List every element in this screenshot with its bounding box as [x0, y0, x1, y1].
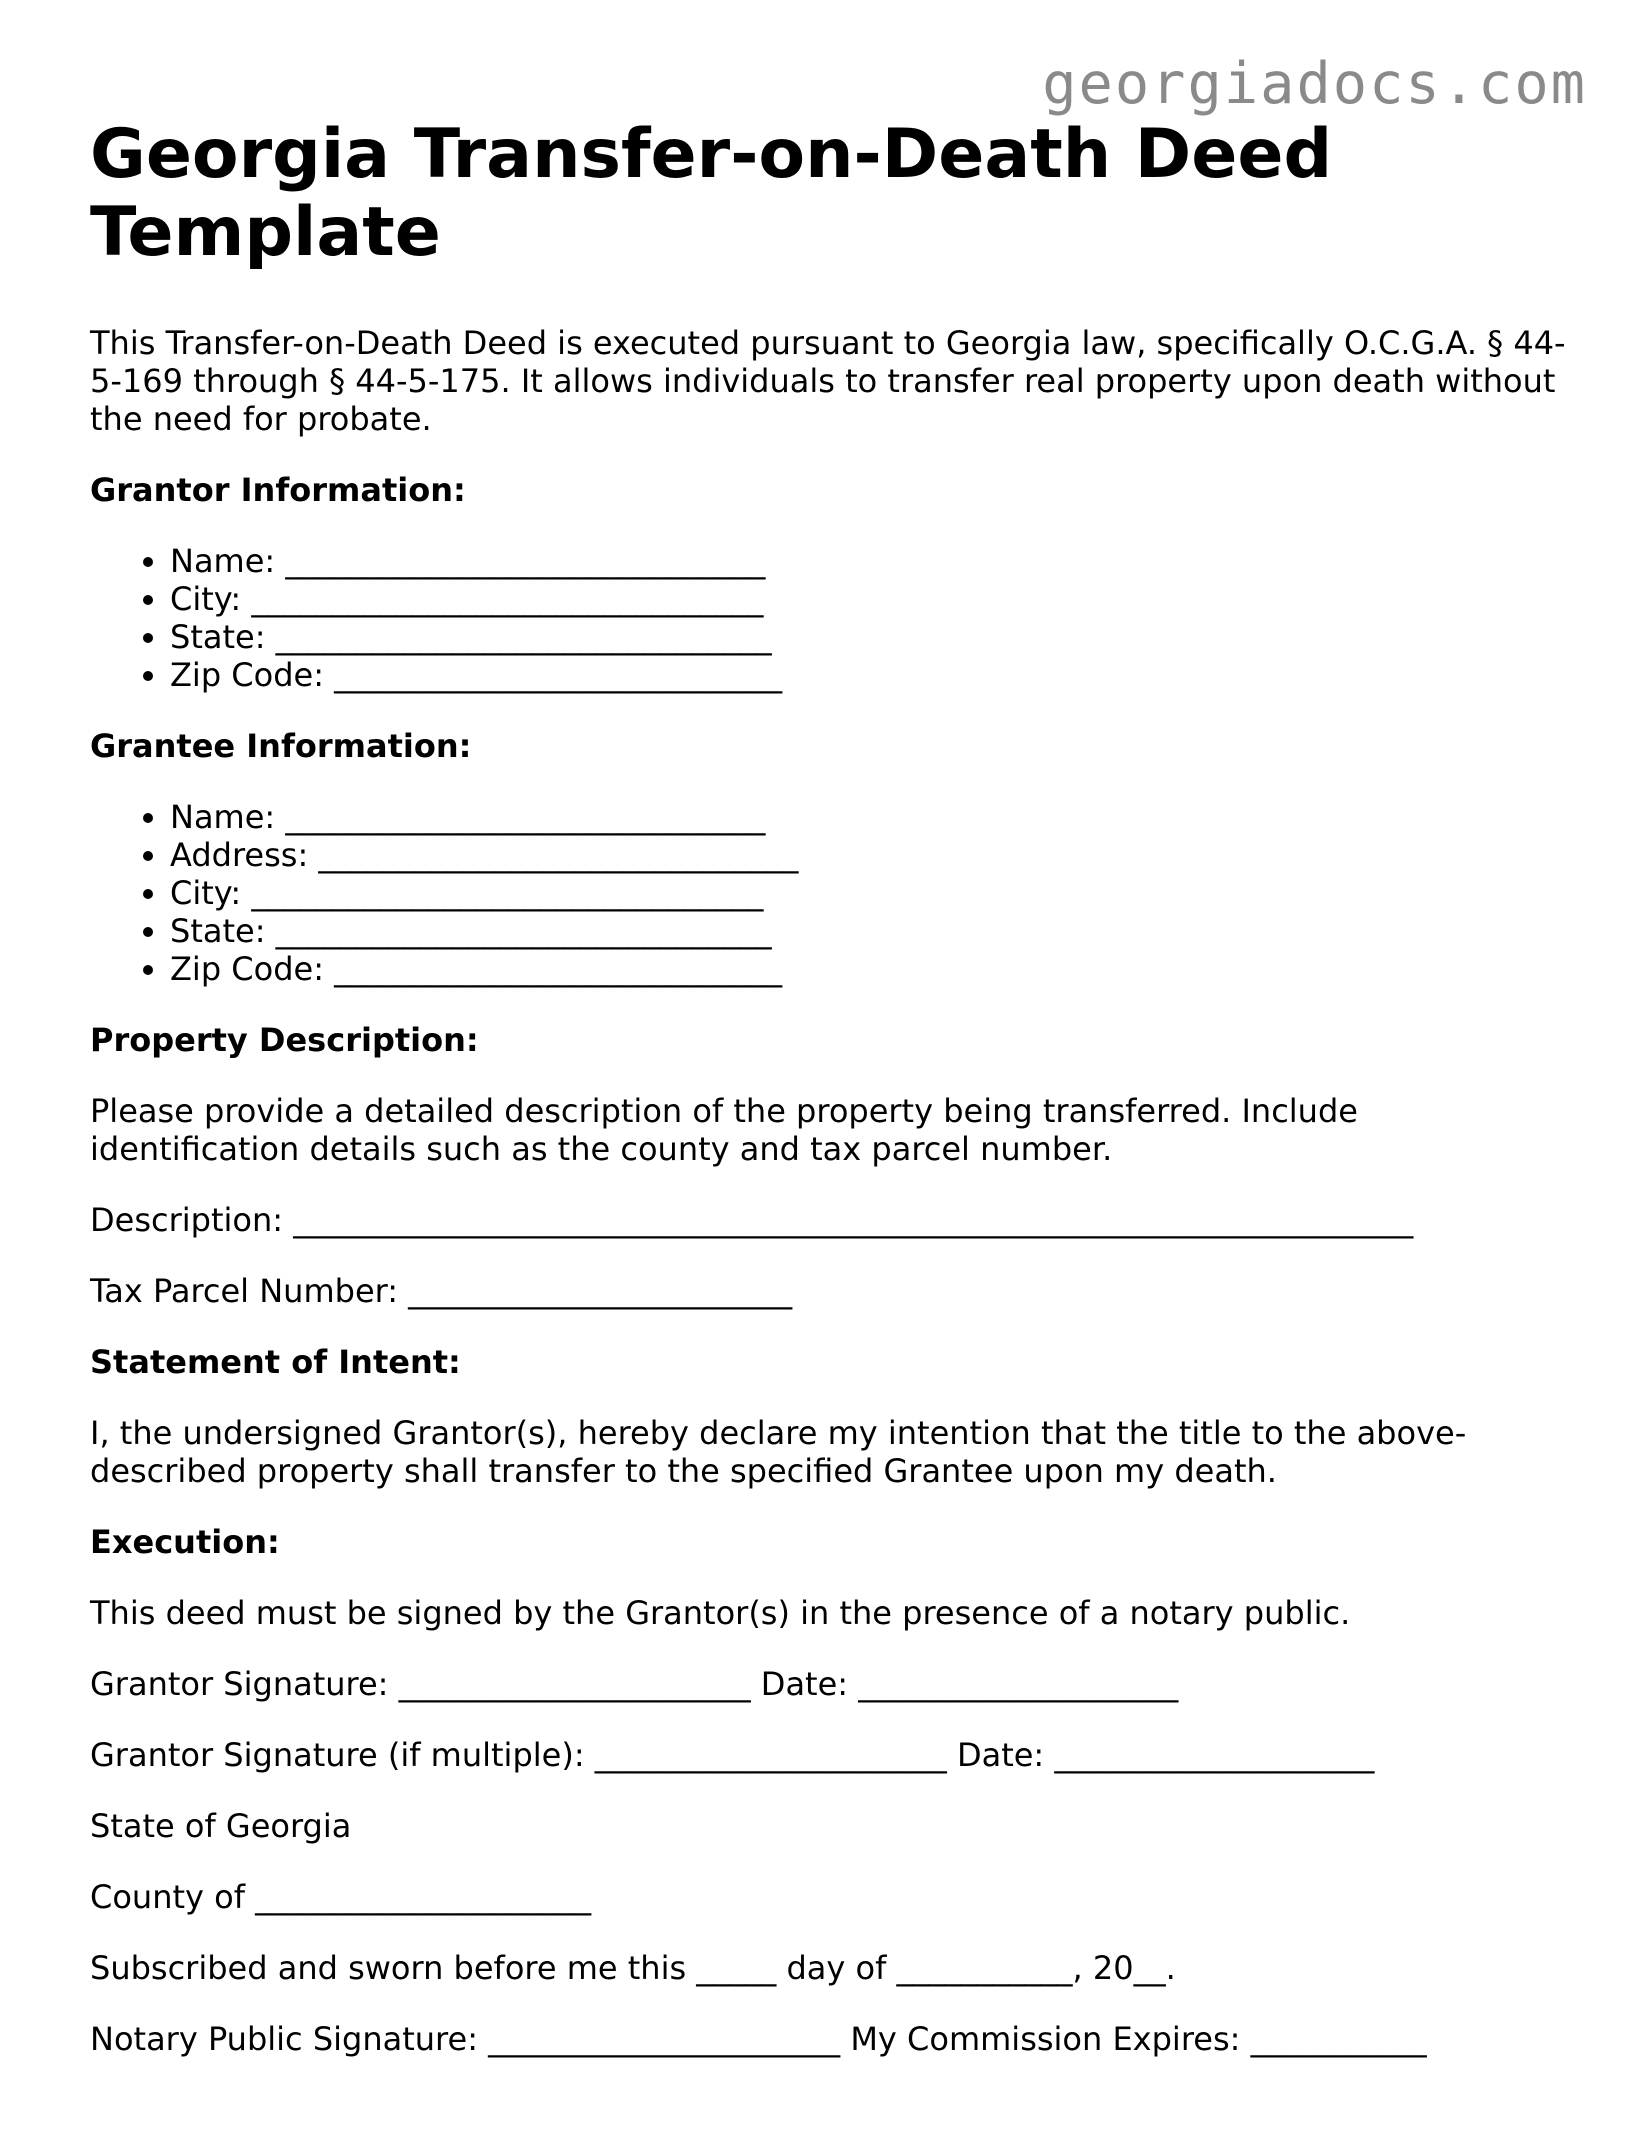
grantee-zip-field[interactable]: • Zip Code: ____________________________: [170, 950, 1570, 988]
intent-statement: I, the undersigned Grantor(s), hereby declare my intention that the title to the above-described property shall transfer to the specified Grantee upon my death.: [90, 1414, 1467, 1490]
sworn-line[interactable]: Subscribed and sworn before me this _____ day of ___________, 20__.: [90, 1949, 1176, 1987]
property-heading: Property Description:: [90, 1021, 479, 1059]
notary-signature-field[interactable]: Notary Public Signature: ______________________ My Commission Expires: ___________: [90, 2020, 1427, 2058]
intent-heading: Statement of Intent:: [90, 1343, 461, 1381]
document-body: [90, 116, 1570, 2091]
grantor-signature-field[interactable]: Grantor Signature: ______________________ Date: ____________________: [90, 1665, 1179, 1703]
grantee-name-field[interactable]: • Name: ______________________________: [170, 798, 1570, 836]
execution-instructions: This deed must be signed by the Grantor(s) in the presence of a notary public.: [90, 1594, 1351, 1632]
grantee-list: [90, 798, 1570, 988]
grantee-address-field[interactable]: • Address: ______________________________: [170, 836, 1570, 874]
grantor-name-field[interactable]: • Name: ______________________________: [170, 542, 1570, 580]
grantor-list: [90, 542, 1570, 694]
grantor-city-field[interactable]: • City: ________________________________: [170, 580, 1570, 618]
grantor-signature-multiple-field[interactable]: Grantor Signature (if multiple): ______________________ Date: ____________________: [90, 1736, 1375, 1774]
description-field[interactable]: Description: ______________________________________________________________________: [90, 1201, 1414, 1239]
state-line: State of Georgia: [90, 1807, 352, 1845]
execution-heading: Execution:: [90, 1523, 280, 1561]
grantor-heading: Grantor Information:: [90, 471, 466, 509]
grantee-heading: Grantee Information:: [90, 727, 472, 765]
grantee-state-field[interactable]: • State: _______________________________: [170, 912, 1570, 950]
grantee-city-field[interactable]: • City: ________________________________: [170, 874, 1570, 912]
intro-paragraph: This Transfer-on-Death Deed is executed pursuant to Georgia law, specifically O.C.G.A. § 44-5-169 through § 44-5-175. It allows individuals to transfer real property upon death without the need for probate.: [90, 324, 1566, 438]
county-field[interactable]: County of _____________________: [90, 1878, 592, 1916]
page-title: Georgia Transfer-on-Death Deed Template: [90, 115, 1333, 272]
property-instructions: Please provide a detailed description of the property being transferred. Include identification details such as the county and tax parcel number.: [90, 1092, 1358, 1168]
watermark: georgiadocs.com: [1042, 51, 1587, 117]
tax-parcel-field[interactable]: Tax Parcel Number: ________________________: [90, 1272, 793, 1310]
grantor-zip-field[interactable]: • Zip Code: ____________________________: [170, 656, 1570, 694]
grantor-state-field[interactable]: • State: _______________________________: [170, 618, 1570, 656]
